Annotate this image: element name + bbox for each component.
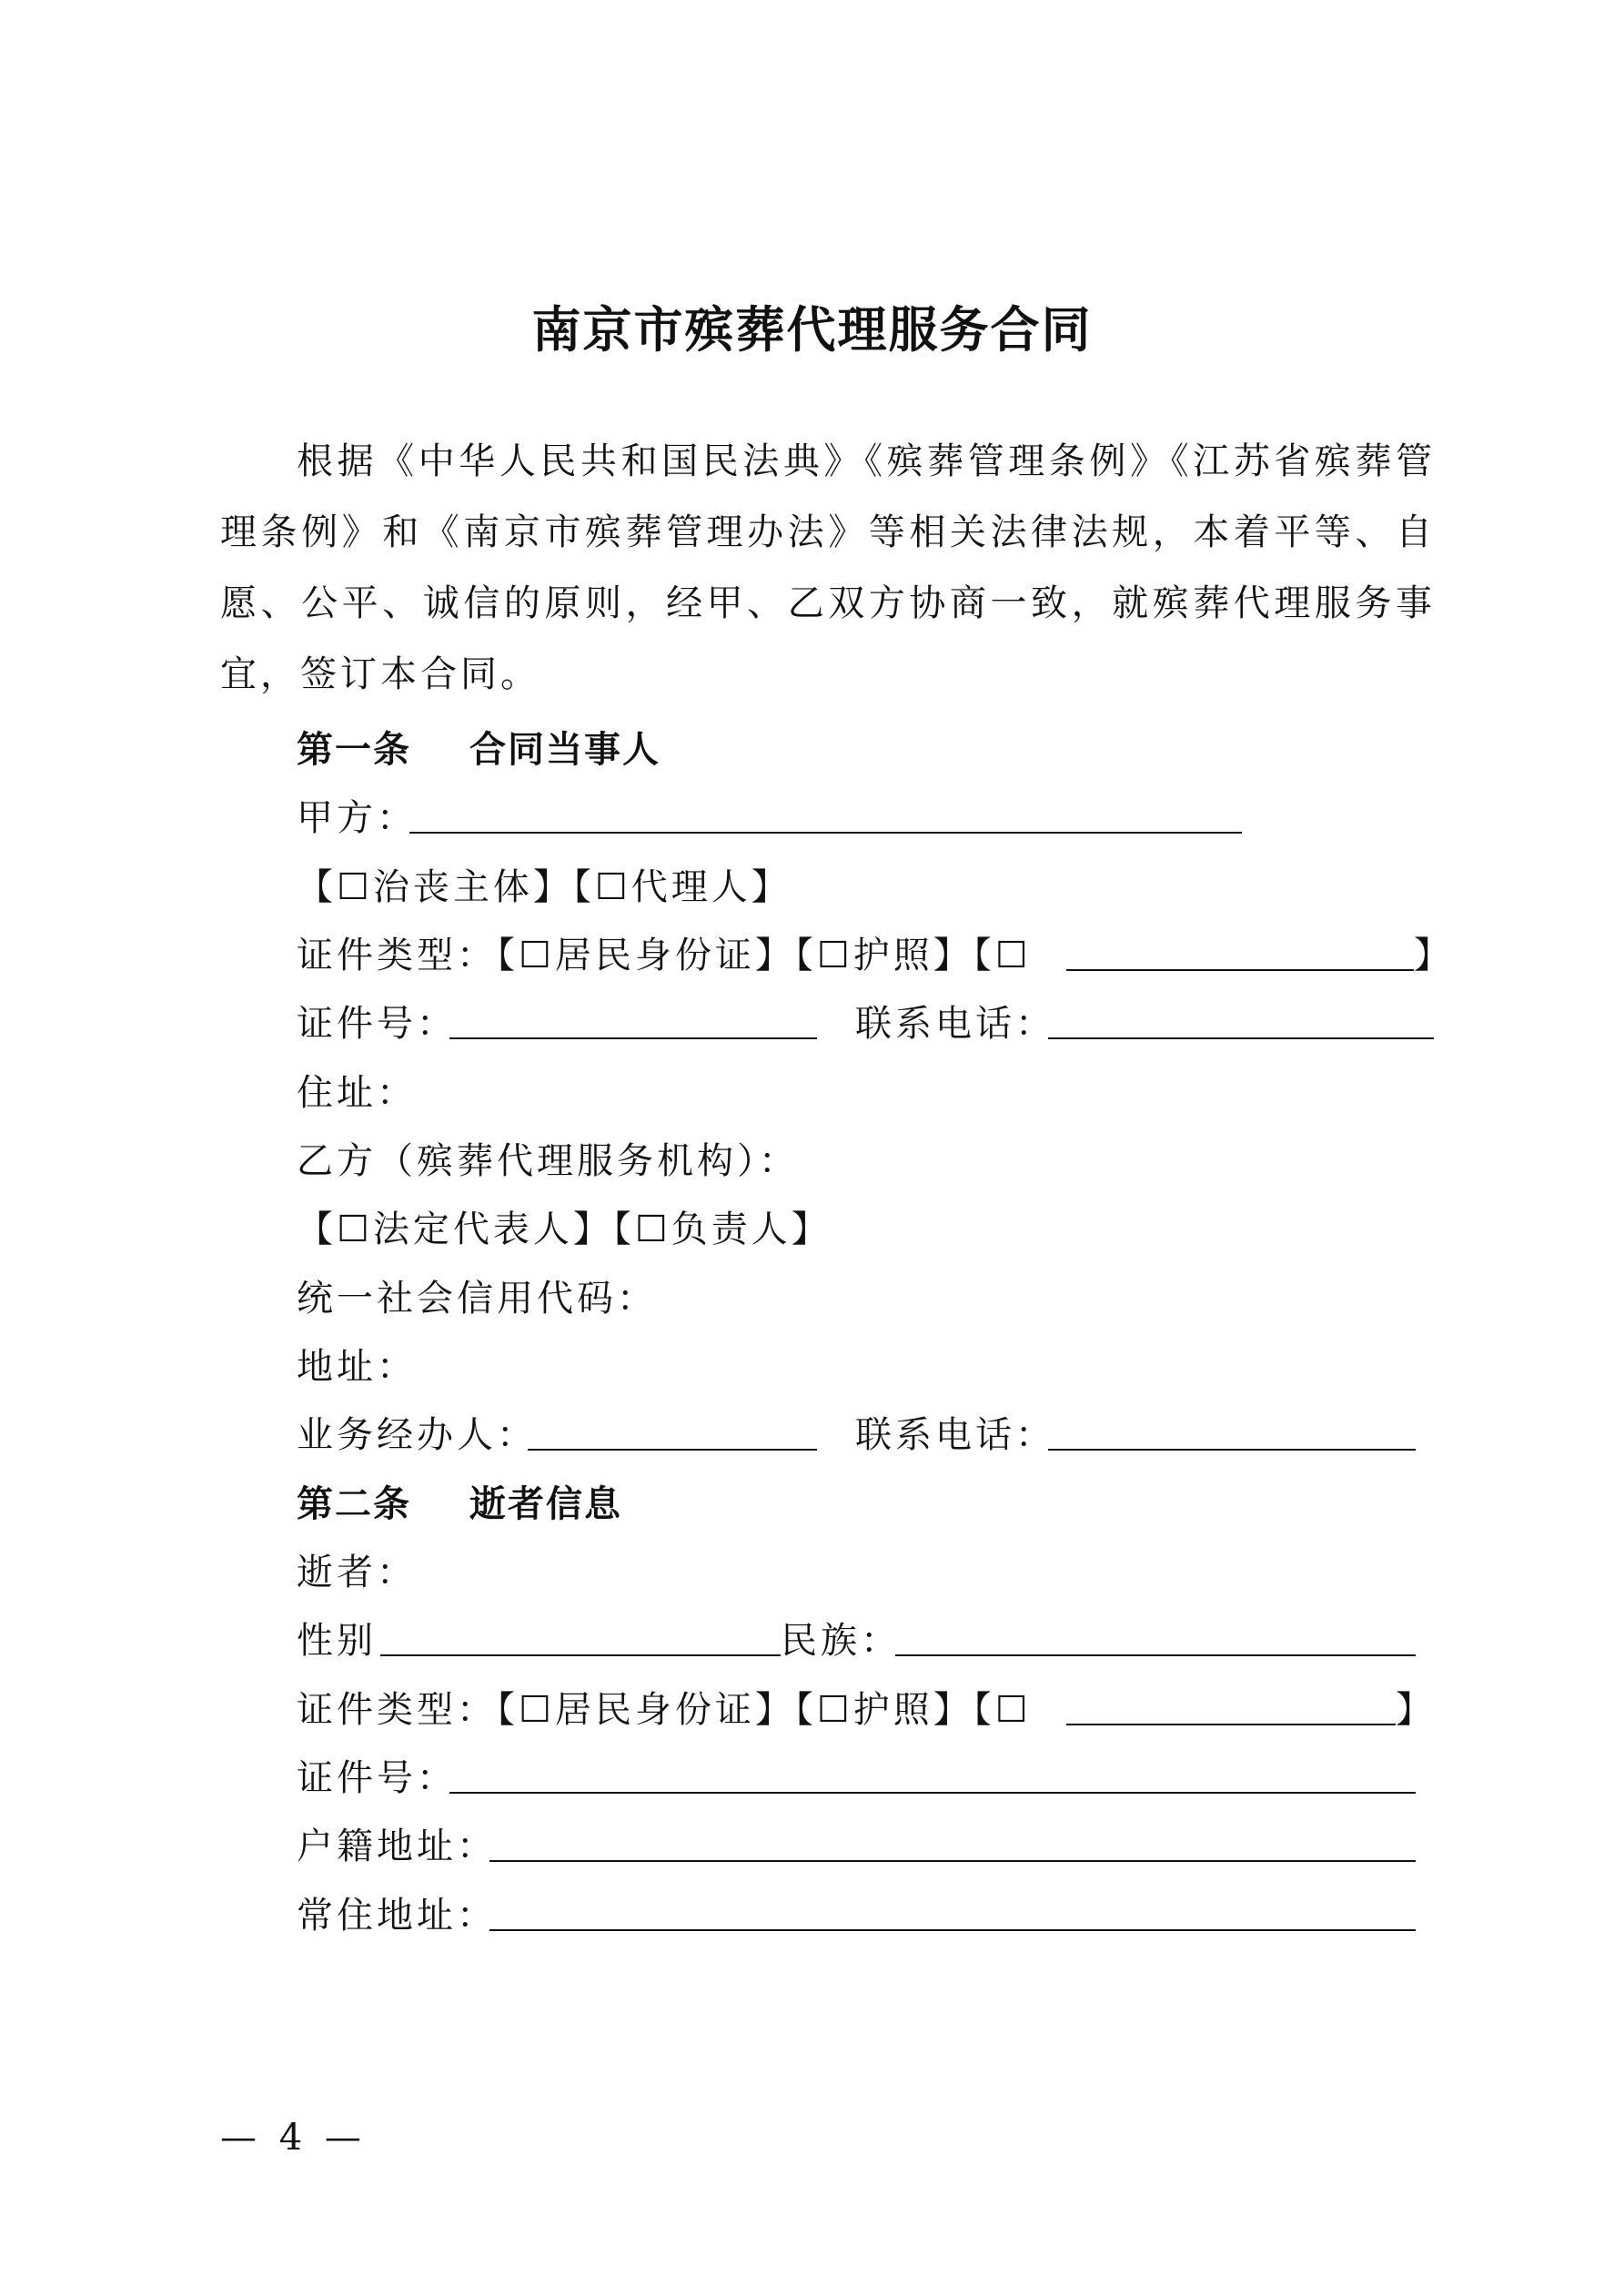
party-a-phone-label: 联系电话：: [855, 1003, 1055, 1045]
household-address-label: 户籍地址：: [297, 1826, 497, 1867]
party-a-roles: 【☐治丧主体】【☐代理人】: [297, 866, 792, 908]
deceased-id-type: 证件类型：【☐居民身份证】【☐护照】【☐: [297, 1689, 1032, 1731]
article1-number: 第一条: [297, 729, 411, 771]
article2-heading: [297, 1479, 622, 1530]
party-a-label: 甲方：: [297, 797, 417, 839]
ethnicity-label: 民族：: [781, 1620, 901, 1662]
gender-label: 性别: [297, 1620, 377, 1662]
handler-label: 业务经办人：: [297, 1414, 537, 1456]
deceased-id-type-close: 】: [1396, 1689, 1432, 1731]
article2-number: 第二条: [297, 1483, 411, 1525]
article1-title: 合同当事人: [469, 729, 661, 771]
deceased-id-no-field[interactable]: [449, 1792, 1416, 1794]
deceased-label: 逝者：: [297, 1552, 417, 1593]
deceased-id-type-other-field[interactable]: [1066, 1724, 1396, 1725]
document-title: 南京市殡葬代理服务合同: [531, 301, 1093, 359]
handler-phone-label: 联系电话：: [855, 1414, 1055, 1456]
credit-code-label: 统一社会信用代码：: [297, 1278, 657, 1320]
party-a-phone-field[interactable]: [1048, 1037, 1434, 1039]
article2-title: 逝者信息: [469, 1483, 622, 1525]
party-a-address-label: 住址：: [297, 1072, 417, 1114]
party-a-id-type-other-field[interactable]: [1066, 969, 1414, 971]
party-b-label: 乙方（殡葬代理服务机构）：: [297, 1140, 799, 1182]
deceased-id-no-label: 证件号：: [297, 1757, 457, 1799]
party-a-id-type: 证件类型：【☐居民身份证】【☐护照】【☐: [297, 935, 1032, 976]
party-b-roles: 【☐法定代表人】【☐负责人】: [297, 1209, 832, 1250]
gender-field[interactable]: [380, 1654, 781, 1656]
residence-address-field[interactable]: [489, 1929, 1416, 1931]
residence-address-label: 常住地址：: [297, 1895, 497, 1937]
party-a-id-no-label: 证件号：: [297, 1003, 457, 1045]
party-a-id-no-field[interactable]: [449, 1037, 817, 1039]
preamble-paragraph: 根据《中华人民共和国民法典》《殡葬管理条例》《江苏省殡葬管理条例》和《南京市殡葬管理办法》等相关法律法规，本着平等、自愿、公平、诚信的原则，经甲、乙双方协商一致，就殡葬代理服务事宜，签订本合同。: [220, 440, 1436, 695]
page-number: — 4 —: [220, 2117, 367, 2159]
handler-phone-field[interactable]: [1048, 1449, 1416, 1451]
household-address-field[interactable]: [489, 1860, 1416, 1862]
party-a-id-type-close: 】: [1414, 935, 1450, 976]
article1-heading: [297, 724, 661, 775]
handler-field[interactable]: [528, 1449, 817, 1451]
ethnicity-field[interactable]: [895, 1654, 1416, 1656]
party-a-field[interactable]: [409, 832, 1242, 834]
party-b-address-label: 地址：: [297, 1346, 417, 1388]
